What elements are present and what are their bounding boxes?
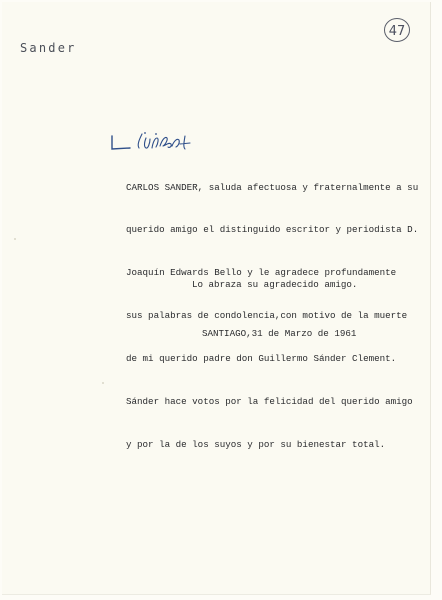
folio-circle-icon (382, 16, 412, 44)
letter-line: sus palabras de condolencia,con motivo de la muerte (126, 310, 408, 322)
letter-line: querido amigo el distinguido escritor y periodista D. (126, 224, 419, 236)
letter-line: Joaquín Edwards Bello y le agradece profundamente (126, 267, 397, 279)
letter-body (126, 152, 418, 481)
letter-line: de mi querido padre don Guillermo Sánder Clement. (126, 353, 397, 365)
letter-line: CARLOS SANDER, saluda afectuosa y fraternalmente a su (126, 181, 419, 193)
folio-number-handwritten (382, 16, 412, 44)
folio-number: 47 (388, 24, 406, 39)
letter-line: Sánder hace votos por la felicidad del querido amigo (126, 396, 413, 408)
header-name-stamp: Sander (20, 41, 77, 55)
letter-line: y por la de los suyos y por su bienestar total. (126, 438, 386, 450)
letter-dateline: SANTIAGO,31 de Marzo de 1961 (202, 328, 357, 339)
letter-closing: Lo abraza su agradecido amigo. (192, 279, 358, 290)
letter-sheet (2, 2, 431, 595)
paper-speck (14, 238, 16, 240)
paper-speck (102, 382, 104, 384)
